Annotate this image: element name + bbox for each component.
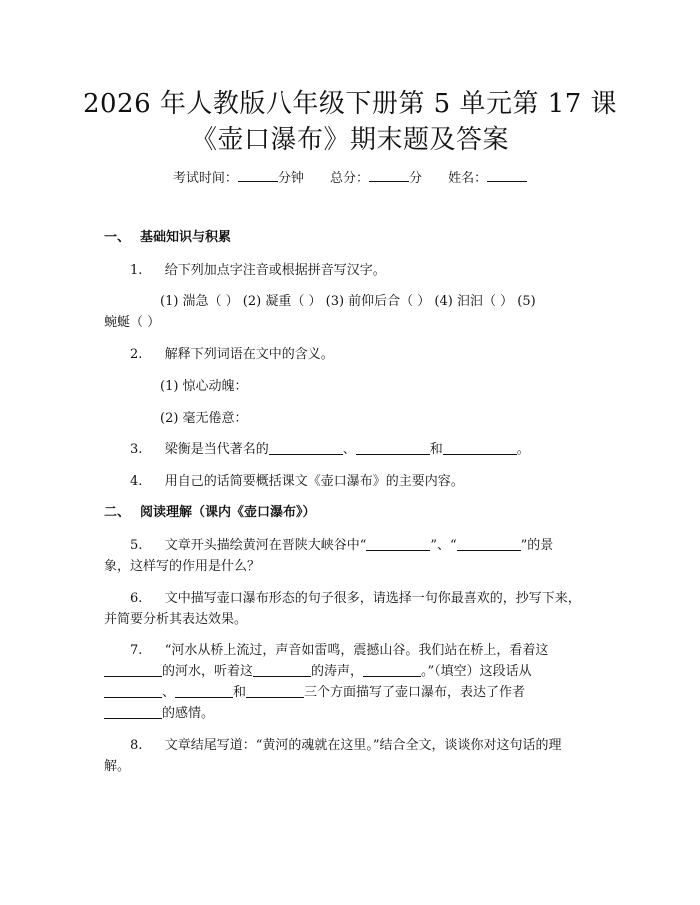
question-2 [130, 345, 334, 365]
question-text: 文中描写壶口瀑布形态的句子很多，请选择一句你最喜欢的，抄写下来， [164, 591, 581, 606]
section-title: 基础知识与积累 [140, 230, 232, 245]
question-text: 文章结尾写道：“黄河的魂就在这里。”结合全文，谈谈你对这句话的理 [164, 738, 562, 753]
question-text: 三个方面描写了壶口瀑布，表达了作者 [304, 685, 526, 700]
section-title: 阅读理解（课内《壶口瀑布》） [140, 505, 316, 520]
question-7-line3 [104, 683, 525, 703]
question-text: 梁衡是当代著名的 [164, 442, 269, 457]
fill-blank [175, 683, 233, 698]
question-7 [130, 641, 548, 661]
question-number: 8. [130, 738, 143, 753]
score-unit: 分 [409, 171, 423, 186]
question-number: 7. [130, 643, 143, 658]
name-blank [487, 168, 527, 182]
document-title-line1: 2026 年人教版八年级下册第 5 单元第 17 课 [82, 89, 618, 119]
score-blank [369, 168, 409, 182]
exam-meta-row [0, 168, 700, 189]
score-label: 总分： [329, 171, 369, 186]
section-heading-2 [104, 503, 316, 523]
question-text: 的涛声， [311, 664, 364, 679]
question-text: 的感情。 [162, 706, 215, 721]
question-text: 、 [162, 685, 176, 700]
question-number: 4. [130, 474, 143, 489]
fill-blank [366, 536, 430, 551]
section-number: 二、 [104, 505, 131, 520]
question-text: 和 [233, 685, 247, 700]
time-unit: 分钟 [277, 171, 304, 186]
question-number: 1. [130, 263, 143, 278]
fill-blank [253, 662, 311, 677]
question-text: 。”（填空）这段话从 [421, 664, 532, 679]
time-blank [238, 168, 278, 182]
question-text: 和 [429, 442, 443, 457]
question-number: 2. [130, 347, 143, 362]
name-label: 姓名： [448, 171, 488, 186]
question-6 [130, 589, 581, 609]
question-3 [130, 440, 530, 460]
question-2-sub2: (2) 毫无倦意： [160, 411, 248, 426]
question-6-line2: 并简要分析其表达效果。 [104, 612, 248, 627]
time-label: 考试时间： [172, 171, 238, 186]
question-4 [130, 472, 464, 492]
question-2-sub1: (1) 惊心动魄： [160, 379, 248, 394]
question-7-line4 [104, 704, 214, 724]
section-number: 一、 [104, 230, 131, 245]
fill-blank [246, 683, 304, 698]
question-text: 文章开头描绘黄河在晋陕大峡谷中“ [164, 538, 367, 553]
fill-blank [356, 440, 430, 455]
question-text: ”、“ [430, 538, 457, 553]
question-text: 用自己的话简要概括课文《壶口瀑布》的主要内容。 [164, 474, 464, 489]
question-8-line2: 解。 [104, 759, 131, 774]
section-heading-1 [104, 228, 231, 248]
question-number: 6. [130, 591, 143, 606]
question-5 [130, 536, 553, 556]
question-text: ”的景 [520, 538, 554, 553]
question-1-items-line1: (1) 湍急（ ） (2) 凝重（ ） (3) 前仰后合（ ） (4) 汩汩（ ） (5) [160, 294, 536, 309]
fill-blank [443, 440, 517, 455]
document-title-line2: 《壶口瀑布》期末题及答案 [190, 125, 509, 155]
fill-blank [104, 662, 162, 677]
question-text: “河水从桥上流过，声音如雷鸣，震撼山谷。我们站在桥上，看着这 [164, 643, 549, 658]
question-text: 给下列加点字注音或根据拼音写汉字。 [164, 263, 386, 278]
fill-blank [269, 440, 343, 455]
question-number: 3. [130, 442, 143, 457]
fill-blank [363, 662, 421, 677]
question-1-items-line2: 蜿蜒（ ） [104, 315, 161, 330]
question-text: 的河水，听着这 [162, 664, 254, 679]
question-1 [130, 261, 386, 281]
fill-blank [104, 683, 162, 698]
question-5-line2: 象，这样写的作用是什么？ [104, 559, 261, 574]
fill-blank [104, 704, 162, 719]
question-text: 解释下列词语在文中的含义。 [164, 347, 334, 362]
question-8 [130, 736, 561, 756]
question-number: 5. [130, 538, 143, 553]
question-text: 、 [342, 442, 356, 457]
question-text: 。 [516, 442, 530, 457]
fill-blank [457, 536, 521, 551]
question-7-line2 [104, 662, 532, 682]
